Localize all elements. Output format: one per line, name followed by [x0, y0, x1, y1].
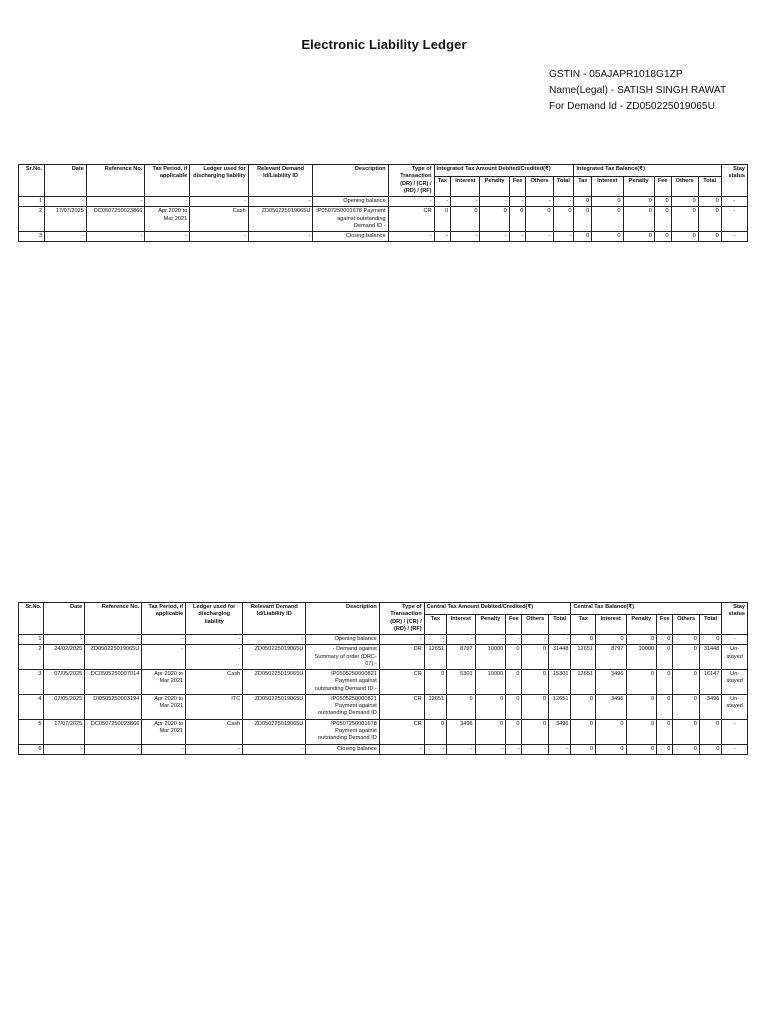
cell-tax-period: Apr 2020 to Mar 2021 [145, 207, 190, 232]
cell-amount: 5301 [447, 670, 476, 695]
table-row [19, 207, 748, 232]
amt-subcol-interest: Interest [447, 615, 476, 635]
cell-amount: - [451, 197, 480, 207]
cell-date: - [45, 197, 87, 207]
cell-amount: 0 [451, 207, 480, 232]
group-balance-header: Integrated Tax Balance(₹) [574, 165, 721, 177]
cell-amount: 12651 [548, 694, 571, 719]
cell-amount: - [522, 744, 549, 754]
cell-balance: 0 [626, 744, 657, 754]
table-row [19, 719, 748, 744]
cell-balance: 0 [657, 719, 673, 744]
cell-tax-period: Apr 2020 to Mar 2021 [142, 670, 186, 695]
cell-balance: 0 [626, 670, 657, 695]
cell-balance: 12651 [571, 645, 595, 670]
cell-amount: - [447, 744, 476, 754]
cell-reference: - [85, 744, 142, 754]
cell-balance: 0 [626, 635, 657, 645]
cell-balance: 0 [673, 719, 700, 744]
table-row [19, 635, 748, 645]
cell-ledger-used: Cash [186, 670, 243, 695]
cell-srno: 4 [19, 694, 44, 719]
demand-id-line: For Demand Id - ZD050225019065U [549, 101, 715, 112]
cell-balance: 0 [698, 207, 721, 232]
cell-ledger-used: - [190, 197, 248, 207]
cell-balance: 3496 [699, 694, 721, 719]
cell-amount: - [475, 744, 506, 754]
cell-balance: 0 [574, 197, 592, 207]
cell-amount: - [424, 635, 446, 645]
cell-transaction-type: - [379, 635, 424, 645]
cell-balance: 3496 [595, 694, 626, 719]
cell-ledger-used: Cash [186, 719, 243, 744]
integrated-tax-ledger-table [18, 164, 748, 242]
amt-subcol-total: Total [548, 615, 571, 635]
cell-amount: 0 [506, 670, 522, 695]
cell-amount: - [451, 232, 480, 242]
cell-balance: 0 [698, 197, 721, 207]
amt-subcol-penalty: Penalty [475, 615, 506, 635]
bal-subcol-others: Others [671, 177, 698, 197]
cell-srno: 3 [19, 670, 44, 695]
table-row [19, 197, 748, 207]
cell-balance: 0 [699, 719, 721, 744]
cell-balance: 0 [673, 744, 700, 754]
cell-amount: 12651 [424, 694, 446, 719]
cell-balance: 0 [592, 207, 623, 232]
cell-tax-period: - [145, 197, 190, 207]
cell-amount: 0 [522, 645, 549, 670]
col-demand-id: Relevant Demand Id/Liability ID [248, 165, 313, 197]
cell-balance: 0 [626, 719, 657, 744]
cell-ledger-used: - [186, 635, 243, 645]
cell-stay-status: - [721, 197, 747, 207]
cell-demand-id: ZD050225019065U [243, 694, 306, 719]
col-tax-period: Tax Period, if applicable [145, 165, 190, 197]
col-transaction-type: Type of Transaction (DR) / (CR) / (RD) / (RF) [379, 603, 424, 635]
cell-date: - [44, 744, 85, 754]
amt-subcol-fee: Fee [509, 177, 526, 197]
table-row [19, 670, 748, 695]
cell-description: Opening balance [306, 635, 379, 645]
cell-balance: 0 [654, 207, 671, 232]
cell-stay-status: - [722, 744, 748, 754]
bal-subcol-penalty: Penalty [623, 177, 654, 197]
col-description: Description [306, 603, 379, 635]
cell-balance: 8797 [595, 645, 626, 670]
cell-balance: 0 [673, 670, 700, 695]
cell-balance: 0 [571, 694, 595, 719]
cell-amount: - [548, 744, 571, 754]
cell-ledger-used: ITC [186, 694, 243, 719]
bal-subcol-total: Total [698, 177, 721, 197]
cell-stay-status: - [722, 719, 748, 744]
cell-amount: 0 [506, 694, 522, 719]
table-row [19, 232, 748, 242]
cell-amount: - [553, 232, 574, 242]
cell-balance: 0 [699, 635, 721, 645]
cell-srno: 1 [19, 197, 45, 207]
col-reference: Reference No. [85, 603, 142, 635]
amt-subcol-tax: Tax [434, 177, 451, 197]
cell-srno: 2 [19, 645, 44, 670]
cell-srno: 3 [19, 232, 45, 242]
cell-reference: - [85, 635, 142, 645]
cell-balance: 0 [673, 694, 700, 719]
cell-amount: 0 [506, 719, 522, 744]
col-srno: Sr.No. [19, 165, 45, 197]
amt-subcol-total: Total [553, 177, 574, 197]
cell-transaction-type: CR [379, 694, 424, 719]
cell-balance: 0 [671, 207, 698, 232]
cell-date: 17/07/2025 [45, 207, 87, 232]
cell-srno: 5 [19, 719, 44, 744]
cell-balance: 0 [592, 232, 623, 242]
cell-amount: - [509, 197, 526, 207]
cell-balance: 0 [595, 635, 626, 645]
cell-transaction-type: CR [379, 719, 424, 744]
cell-srno: 6 [19, 744, 44, 754]
cell-amount: 31448 [548, 645, 571, 670]
cell-tax-period: Apr 2020 to Mar 2021 [142, 719, 186, 744]
cell-ledger-used: Cash [190, 207, 248, 232]
cell-amount: 8797 [447, 645, 476, 670]
amt-subcol-tax: Tax [424, 615, 446, 635]
cell-balance: 0 [657, 645, 673, 670]
cell-amount: - [522, 635, 549, 645]
col-date: Date [44, 603, 85, 635]
cell-amount: 0 [475, 694, 506, 719]
amt-subcol-interest: Interest [451, 177, 480, 197]
cell-date: 17/07/2025 [44, 719, 85, 744]
cell-amount: - [548, 635, 571, 645]
cell-stay-status: Un-stayed [722, 670, 748, 695]
cell-date: 07/05/2025 [44, 670, 85, 695]
cell-balance: 0 [571, 719, 595, 744]
cell-balance: 0 [671, 197, 698, 207]
group-balance-header: Central Tax Balance(₹) [571, 603, 722, 615]
bal-subcol-interest: Interest [595, 615, 626, 635]
cell-amount: 15301 [548, 670, 571, 695]
cell-transaction-type: CR [379, 670, 424, 695]
cell-description: Closing balance [306, 744, 379, 754]
bal-subcol-total: Total [699, 615, 721, 635]
cell-amount: - [480, 232, 509, 242]
cell-transaction-type: - [388, 232, 434, 242]
cell-ledger-used: - [190, 232, 248, 242]
cell-amount: 0 [475, 719, 506, 744]
group-amount-header: Central Tax Amount Debited/Credited(₹) [424, 603, 571, 615]
cell-description: IP0505250000821 Payment against outstanding Demand ID [306, 694, 379, 719]
cell-amount: - [434, 232, 451, 242]
cell-amount: 0 [553, 207, 574, 232]
cell-balance: 0 [657, 694, 673, 719]
cell-demand-id: ZD050225019065U [248, 207, 313, 232]
cell-amount: - [526, 197, 553, 207]
cell-stay-status: - [721, 232, 747, 242]
col-transaction-type: Type of Transaction (DR) / (CR) / (RD) / (RF) [388, 165, 434, 197]
table-row [19, 645, 748, 670]
cell-date: 07/05/2025 [44, 694, 85, 719]
cell-description: IP0507250001678 Payment against outstanding Demand ID - [313, 207, 388, 232]
cell-ledger-used: - [186, 744, 243, 754]
cell-balance: 16147 [699, 670, 721, 695]
cell-description: - Demand against Summary of order (DRC-07) - [306, 645, 379, 670]
cell-balance: 0 [699, 744, 721, 754]
cell-balance: 0 [698, 232, 721, 242]
cell-balance: 0 [592, 197, 623, 207]
bal-subcol-tax: Tax [574, 177, 592, 197]
cell-amount: 0 [522, 670, 549, 695]
cell-amount: 0 [424, 670, 446, 695]
cell-balance: 0 [571, 744, 595, 754]
cell-amount: 0 [447, 694, 476, 719]
cell-amount: 0 [522, 694, 549, 719]
cell-reference: DC0507250023866 [85, 719, 142, 744]
cell-demand-id: - [248, 197, 313, 207]
cell-balance: 0 [626, 694, 657, 719]
cell-demand-id: ZD050225019065U [243, 719, 306, 744]
amt-subcol-fee: Fee [506, 615, 522, 635]
cell-ledger-used: - [186, 645, 243, 670]
bal-subcol-interest: Interest [592, 177, 623, 197]
cell-balance: 0 [673, 645, 700, 670]
cell-demand-id: - [248, 232, 313, 242]
cell-description: Closing balance [313, 232, 388, 242]
cell-demand-id: ZD050225019065U [243, 645, 306, 670]
page-title: Electronic Liability Ledger [301, 37, 467, 52]
table-row [19, 744, 748, 754]
col-demand-id: Relevant Demand Id/Liability ID [243, 603, 306, 635]
col-reference: Reference No. [86, 165, 144, 197]
cell-balance: 10000 [626, 645, 657, 670]
cell-demand-id: ZD050225019065U [243, 670, 306, 695]
cell-stay-status: Un-stayed [722, 694, 748, 719]
bal-subcol-tax: Tax [571, 615, 595, 635]
cell-amount: 3496 [447, 719, 476, 744]
cell-reference: DC0507250023866 [86, 207, 144, 232]
cell-reference: ZD050225019065U [85, 645, 142, 670]
cell-amount: - [480, 197, 509, 207]
cell-balance: 12651 [571, 670, 595, 695]
gstin-line: GSTIN - 05AJAPR1018G1ZP [549, 69, 683, 80]
amt-subcol-others: Others [526, 177, 553, 197]
bal-subcol-penalty: Penalty [626, 615, 657, 635]
legal-name-line: Name(Legal) - SATISH SINGH RAWAT [549, 85, 727, 96]
cell-amount: 0 [424, 719, 446, 744]
cell-description: IP0507250001678 Payment against outstanding Demand ID [306, 719, 379, 744]
cell-stay-status: - [721, 207, 747, 232]
cell-transaction-type: - [388, 197, 434, 207]
cell-date: - [45, 232, 87, 242]
cell-balance: 0 [673, 635, 700, 645]
cell-amount: 12651 [424, 645, 446, 670]
group-amount-header: Integrated Tax Amount Debited/Credited(₹) [434, 165, 574, 177]
col-srno: Sr.No. [19, 603, 44, 635]
cell-balance: 31448 [699, 645, 721, 670]
col-date: Date [45, 165, 87, 197]
cell-amount: 0 [506, 645, 522, 670]
cell-balance: 0 [671, 232, 698, 242]
cell-balance: 0 [623, 232, 654, 242]
cell-amount: 0 [526, 207, 553, 232]
cell-balance: 0 [571, 635, 595, 645]
cell-tax-period: - [142, 744, 186, 754]
central-tax-ledger-table [18, 602, 748, 755]
cell-date: - [44, 635, 85, 645]
cell-tax-period: - [142, 645, 186, 670]
cell-demand-id: - [243, 635, 306, 645]
bal-subcol-others: Others [673, 615, 700, 635]
cell-balance: 0 [595, 744, 626, 754]
cell-amount: 0 [509, 207, 526, 232]
cell-amount: 3496 [548, 719, 571, 744]
cell-amount: 10000 [475, 645, 506, 670]
cell-date: 24/02/2025 [44, 645, 85, 670]
table-row [19, 694, 748, 719]
bal-subcol-fee: Fee [657, 615, 673, 635]
cell-balance: 0 [574, 232, 592, 242]
bal-subcol-fee: Fee [654, 177, 671, 197]
cell-amount: - [526, 232, 553, 242]
col-stay-status: Stay status [722, 603, 748, 635]
cell-balance: 0 [654, 197, 671, 207]
cell-amount: - [509, 232, 526, 242]
cell-amount: 0 [434, 207, 451, 232]
col-ledger-used: Ledger used for discharging liability [186, 603, 243, 635]
amt-subcol-others: Others [522, 615, 549, 635]
cell-balance: 3496 [595, 670, 626, 695]
cell-transaction-type: DR [379, 645, 424, 670]
cell-amount: - [447, 635, 476, 645]
cell-demand-id: - [243, 744, 306, 754]
col-description: Description [313, 165, 388, 197]
cell-reference: DI0505250003194 [85, 694, 142, 719]
cell-transaction-type: CR [388, 207, 434, 232]
cell-reference: DC0505250007014 [85, 670, 142, 695]
cell-balance: 0 [595, 719, 626, 744]
cell-transaction-type: - [379, 744, 424, 754]
cell-description: IP0505250000821 Payment against outstanding Demand ID - [306, 670, 379, 695]
cell-srno: 1 [19, 635, 44, 645]
cell-balance: 0 [657, 635, 673, 645]
cell-amount: 10000 [475, 670, 506, 695]
cell-amount: - [553, 197, 574, 207]
cell-stay-status: - [722, 635, 748, 645]
cell-amount: - [475, 635, 506, 645]
cell-balance: 0 [623, 207, 654, 232]
col-tax-period: Tax Period, if applicable [142, 603, 186, 635]
cell-amount: 0 [522, 719, 549, 744]
cell-tax-period: - [145, 232, 190, 242]
col-ledger-used: Ledger used for discharging liability [190, 165, 248, 197]
cell-tax-period: - [142, 635, 186, 645]
cell-balance: 0 [623, 197, 654, 207]
cell-balance: 0 [657, 744, 673, 754]
cell-tax-period: Apr 2020 to Mar 2021 [142, 694, 186, 719]
col-stay-status: Stay status [721, 165, 747, 197]
cell-balance: 0 [574, 207, 592, 232]
cell-balance: 0 [657, 670, 673, 695]
cell-amount: - [506, 744, 522, 754]
cell-amount: - [434, 197, 451, 207]
cell-srno: 2 [19, 207, 45, 232]
cell-amount: - [506, 635, 522, 645]
cell-reference: - [86, 197, 144, 207]
cell-stay-status: Un-stayed [722, 645, 748, 670]
taxpayer-info [549, 67, 726, 115]
amt-subcol-penalty: Penalty [480, 177, 509, 197]
cell-amount: - [424, 744, 446, 754]
cell-reference: - [86, 232, 144, 242]
cell-balance: 0 [654, 232, 671, 242]
cell-description: Opening balance [313, 197, 388, 207]
cell-amount: 0 [480, 207, 509, 232]
